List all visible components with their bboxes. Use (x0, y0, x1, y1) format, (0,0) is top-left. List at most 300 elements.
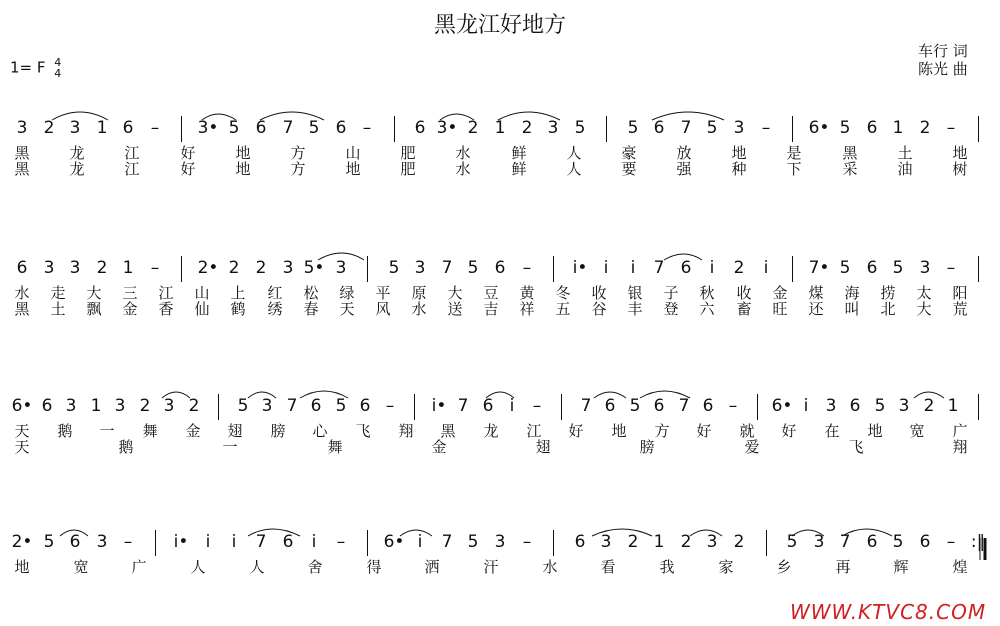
note: 5 (308, 118, 320, 138)
lyric-char: 肥 (400, 144, 416, 162)
note: 2 (923, 396, 935, 416)
lyric-char: 龙 (483, 422, 499, 440)
note: 3• (436, 118, 458, 138)
lyric-char: 江 (158, 284, 174, 302)
note: 1 (947, 396, 959, 416)
lyric-char: 爱 (744, 438, 760, 456)
note: – (522, 258, 532, 278)
lyric-char: 我 (659, 558, 675, 576)
barline (553, 530, 554, 556)
lyric-char: 还 (808, 300, 824, 318)
note: 2 (96, 258, 108, 278)
note: 3 (547, 118, 559, 138)
lyric-char: 水 (542, 558, 558, 576)
score-system (0, 242, 1000, 352)
note: 5 (874, 396, 886, 416)
lyric-char: 翔 (398, 422, 414, 440)
lyric-char: 油 (897, 160, 913, 178)
note: 2 (733, 258, 745, 278)
note: i (803, 396, 809, 416)
note: 7 (255, 532, 267, 552)
lyric-char: 太 (916, 284, 932, 302)
note: 5 (839, 258, 851, 278)
note: 3 (733, 118, 745, 138)
lyric-char: 江 (526, 422, 542, 440)
key-label: 1= F (10, 58, 46, 77)
note: – (761, 118, 771, 138)
time-sig-bottom: 4 (54, 67, 62, 80)
note: 3 (69, 258, 81, 278)
barline (792, 256, 793, 282)
note: – (946, 532, 956, 552)
note: 5 (467, 258, 479, 278)
note: 3 (825, 396, 837, 416)
lyric-char: 汗 (483, 558, 499, 576)
note: 3 (282, 258, 294, 278)
lyric-char: 捞 (880, 284, 896, 302)
note: 5 (892, 532, 904, 552)
note: 7 (653, 258, 665, 278)
barline (561, 394, 562, 420)
note: 7• (808, 258, 830, 278)
lyric-char: 是 (786, 144, 802, 162)
note: 3 (414, 258, 426, 278)
note: 7 (286, 396, 298, 416)
note: i (763, 258, 769, 278)
note: 2• (197, 258, 219, 278)
note: i• (431, 396, 447, 416)
note: i (417, 532, 423, 552)
barline (553, 256, 554, 282)
lyric-char: 地 (345, 160, 361, 178)
lyric-char: 丰 (627, 300, 643, 318)
lyric-char: 乡 (776, 558, 792, 576)
barline (606, 116, 607, 142)
note: 3 (919, 258, 931, 278)
note: 6 (574, 532, 586, 552)
note: 2 (139, 396, 151, 416)
barline (367, 256, 368, 282)
barline (978, 116, 979, 142)
lyric-char: 强 (676, 160, 692, 178)
note: – (946, 118, 956, 138)
lyric-char: 地 (611, 422, 627, 440)
lyric-char: 大 (916, 300, 932, 318)
note-row (0, 516, 1000, 556)
note: 6 (482, 396, 494, 416)
lyric-char: 山 (345, 144, 361, 162)
note: 7 (282, 118, 294, 138)
note: 3 (16, 118, 28, 138)
note: 7 (839, 532, 851, 552)
note: 1 (494, 118, 506, 138)
note: 6 (653, 118, 665, 138)
note: – (123, 532, 133, 552)
lyric-char: 家 (718, 558, 734, 576)
lyric-char: 在 (824, 422, 840, 440)
note: – (362, 118, 372, 138)
lyric-char: 地 (952, 144, 968, 162)
composer-credit: 陈光 曲 (918, 60, 968, 78)
lyric-char: 仙 (194, 300, 210, 318)
note: 5 (228, 118, 240, 138)
lyric-char: 松 (303, 284, 319, 302)
lyric-char: 翔 (952, 438, 968, 456)
note: 3 (706, 532, 718, 552)
lyric-char: 一 (222, 438, 238, 456)
lyric-char: 地 (235, 160, 251, 178)
note: 6 (680, 258, 692, 278)
lyric-char: 辉 (893, 558, 909, 576)
lyric-char: 上 (230, 284, 246, 302)
lyric-char: 登 (663, 300, 679, 318)
lyric-char: 金 (431, 438, 447, 456)
lyric-char: 银 (627, 284, 643, 302)
lyric-char: 下 (786, 160, 802, 178)
lyric-char: 广 (131, 558, 147, 576)
note: 6 (310, 396, 322, 416)
note: 6 (866, 532, 878, 552)
lyric-char: 走 (50, 284, 66, 302)
barline (978, 256, 979, 282)
lyric-char: 水 (455, 160, 471, 178)
lyric-char: 祥 (519, 300, 535, 318)
lyric-char: 黑 (14, 300, 30, 318)
note: 3 (494, 532, 506, 552)
lyric-char: 人 (566, 160, 582, 178)
lyric-char: 好 (180, 144, 196, 162)
barline (757, 394, 758, 420)
lyric-char: 金 (185, 422, 201, 440)
note: i (205, 532, 211, 552)
lyric-char: 原 (411, 284, 427, 302)
lyric-char: 金 (772, 284, 788, 302)
time-signature (54, 57, 61, 79)
note: 3 (114, 396, 126, 416)
lyric-char: 舍 (307, 558, 323, 576)
note: 6 (919, 532, 931, 552)
lyric-char: 得 (366, 558, 382, 576)
lyric-char: 舞 (142, 422, 158, 440)
lyric-char: 土 (50, 300, 66, 318)
lyric-char: 煌 (952, 558, 968, 576)
note: 6 (282, 532, 294, 552)
score-system (0, 102, 1000, 212)
score-system (0, 380, 1000, 490)
lyric-char: 子 (663, 284, 679, 302)
lyric-char: 地 (14, 558, 30, 576)
note: 5• (303, 258, 325, 278)
note: 5 (629, 396, 641, 416)
lyric-char: 飞 (355, 422, 371, 440)
note: 6 (414, 118, 426, 138)
note: – (728, 396, 738, 416)
lyric-char: 金 (122, 300, 138, 318)
lyric-char: 鹅 (57, 422, 73, 440)
lyric-char: 飘 (86, 300, 102, 318)
lyric-char: 春 (303, 300, 319, 318)
note: 2 (188, 396, 200, 416)
lyric-char: 好 (696, 422, 712, 440)
lyric-char: 好 (568, 422, 584, 440)
note: 2 (627, 532, 639, 552)
note: 3 (261, 396, 273, 416)
note: i (630, 258, 636, 278)
lyric-char: 就 (739, 422, 755, 440)
barline (367, 530, 368, 556)
note: 5 (335, 396, 347, 416)
note: 7 (680, 118, 692, 138)
note: 2 (467, 118, 479, 138)
lyric-char: 收 (736, 284, 752, 302)
lyric-char: 地 (235, 144, 251, 162)
barline (978, 394, 979, 420)
lyric-char: 大 (86, 284, 102, 302)
note: 2 (733, 532, 745, 552)
lyric-char: 方 (654, 422, 670, 440)
note-row (0, 242, 1000, 282)
lyric-char: 膀 (639, 438, 655, 456)
lyric-char: 绣 (267, 300, 283, 318)
note-row (0, 380, 1000, 420)
note: 2 (228, 258, 240, 278)
lyric-char: 鲜 (511, 160, 527, 178)
lyric-char: 黄 (519, 284, 535, 302)
lyric-line-2 (0, 298, 1000, 318)
note: 6• (11, 396, 33, 416)
note: 5 (706, 118, 718, 138)
lyric-char: 天 (339, 300, 355, 318)
lyric-char: 畜 (736, 300, 752, 318)
note: 3 (65, 396, 77, 416)
lyric-char: 鹤 (230, 300, 246, 318)
barline (766, 530, 767, 556)
note: i (311, 532, 317, 552)
note: 3 (600, 532, 612, 552)
lyric-char: 翅 (535, 438, 551, 456)
lyric-char: 翅 (227, 422, 243, 440)
lyric-char: 黑 (842, 144, 858, 162)
lyric-char: 江 (124, 144, 140, 162)
note: i• (572, 258, 588, 278)
watermark: WWW.KTVC8.COM (790, 600, 987, 624)
note: 2 (255, 258, 267, 278)
lyric-char: 土 (897, 144, 913, 162)
note: 7 (457, 396, 469, 416)
note: 6 (359, 396, 371, 416)
credits (918, 42, 968, 78)
note: 1 (653, 532, 665, 552)
lyric-char: 豆 (483, 284, 499, 302)
note: 5 (574, 118, 586, 138)
note: – (946, 258, 956, 278)
lyric-char: 鲜 (511, 144, 527, 162)
lyric-char: 方 (290, 160, 306, 178)
lyric-char: 地 (867, 422, 883, 440)
note: – (522, 532, 532, 552)
note: 5 (892, 258, 904, 278)
barline (394, 116, 395, 142)
note: – (336, 532, 346, 552)
lyric-char: 天 (14, 422, 30, 440)
barline (155, 530, 156, 556)
note: 1 (96, 118, 108, 138)
note: 5 (839, 118, 851, 138)
lyric-char: 江 (124, 160, 140, 178)
lyric-char: 水 (455, 144, 471, 162)
lyric-char: 一 (99, 422, 115, 440)
lyric-char: 六 (699, 300, 715, 318)
lyric-line-2 (0, 158, 1000, 178)
note: 3 (96, 532, 108, 552)
lyric-char: 绿 (339, 284, 355, 302)
lyric-char: 人 (190, 558, 206, 576)
note: 2• (11, 532, 33, 552)
lyric-char: 地 (731, 144, 747, 162)
lyric-char: 荒 (952, 300, 968, 318)
lyric-char: 再 (835, 558, 851, 576)
lyric-char: 谷 (591, 300, 607, 318)
note: i (231, 532, 237, 552)
note: 6• (383, 532, 405, 552)
note: :‖ (970, 532, 986, 552)
note: 3 (43, 258, 55, 278)
lyric-char: 人 (249, 558, 265, 576)
note: 6 (69, 532, 81, 552)
key-signature (10, 57, 61, 79)
lyric-char: 煤 (808, 284, 824, 302)
lyric-char: 龙 (69, 144, 85, 162)
note: 2 (919, 118, 931, 138)
note: 3 (813, 532, 825, 552)
lyric-char: 人 (566, 144, 582, 162)
lyric-char: 天 (14, 438, 30, 456)
note: – (150, 258, 160, 278)
lyric-char: 平 (375, 284, 391, 302)
note: 3• (197, 118, 219, 138)
lyric-char: 树 (952, 160, 968, 178)
lyric-char: 膀 (270, 422, 286, 440)
lyric-char: 黑 (14, 144, 30, 162)
note: 7 (441, 532, 453, 552)
lyric-char: 看 (600, 558, 616, 576)
lyric-char: 收 (591, 284, 607, 302)
note: 3 (898, 396, 910, 416)
lyric-char: 秋 (699, 284, 715, 302)
lyric-char: 风 (375, 300, 391, 318)
lyric-line-2 (0, 436, 1000, 456)
lyric-char: 黑 (14, 160, 30, 178)
note: i• (173, 532, 189, 552)
note: i (603, 258, 609, 278)
lyric-char: 旺 (772, 300, 788, 318)
note: i (509, 396, 515, 416)
note: 5 (467, 532, 479, 552)
time-sig-top: 4 (54, 56, 62, 69)
lyric-char: 心 (312, 422, 328, 440)
note: 6 (494, 258, 506, 278)
note: – (385, 396, 395, 416)
lyric-char: 肥 (400, 160, 416, 178)
lyric-char: 种 (731, 160, 747, 178)
note: 3 (335, 258, 347, 278)
note: 7 (580, 396, 592, 416)
lyric-char: 送 (447, 300, 463, 318)
barline (181, 116, 182, 142)
lyricist-credit: 车行 词 (918, 42, 968, 60)
note: 6 (41, 396, 53, 416)
lyric-char: 豪 (621, 144, 637, 162)
note: 6 (604, 396, 616, 416)
note: 3 (163, 396, 175, 416)
lyric-char: 宽 (73, 558, 89, 576)
lyric-char: 鹅 (118, 438, 134, 456)
lyric-char: 大 (447, 284, 463, 302)
lyric-char: 香 (158, 300, 174, 318)
lyric-char: 方 (290, 144, 306, 162)
note: 5 (627, 118, 639, 138)
barline (218, 394, 219, 420)
lyric-char: 舞 (327, 438, 343, 456)
note: 2 (680, 532, 692, 552)
note: 7 (678, 396, 690, 416)
lyric-char: 冬 (555, 284, 571, 302)
lyric-char: 吉 (483, 300, 499, 318)
lyric-char: 北 (880, 300, 896, 318)
note-row (0, 102, 1000, 142)
note: 5 (786, 532, 798, 552)
lyric-char: 山 (194, 284, 210, 302)
note: 6• (808, 118, 830, 138)
note: 6 (122, 118, 134, 138)
note: 6 (866, 258, 878, 278)
lyric-char: 黑 (440, 422, 456, 440)
note: 5 (237, 396, 249, 416)
note: 6 (866, 118, 878, 138)
lyric-char: 叫 (844, 300, 860, 318)
lyric-char: 五 (555, 300, 571, 318)
lyric-char: 三 (122, 284, 138, 302)
note: 1 (90, 396, 102, 416)
lyric-char: 海 (844, 284, 860, 302)
note: 6 (16, 258, 28, 278)
song-title: 黑龙江好地方 (433, 13, 566, 38)
note: 5 (388, 258, 400, 278)
note: – (150, 118, 160, 138)
lyric-char: 要 (621, 160, 637, 178)
note: 6 (702, 396, 714, 416)
note: 6 (653, 396, 665, 416)
lyric-char: 宽 (909, 422, 925, 440)
lyric-line-1 (0, 556, 1000, 576)
note: 6• (771, 396, 793, 416)
note: 1 (122, 258, 134, 278)
lyric-char: 龙 (69, 160, 85, 178)
barline (181, 256, 182, 282)
lyric-char: 好 (180, 160, 196, 178)
lyric-char: 采 (842, 160, 858, 178)
lyric-char: 洒 (424, 558, 440, 576)
note: 1 (892, 118, 904, 138)
note: 6 (255, 118, 267, 138)
note: i (709, 258, 715, 278)
note: 7 (441, 258, 453, 278)
note: 5 (43, 532, 55, 552)
barline (414, 394, 415, 420)
note: – (532, 396, 542, 416)
lyric-char: 红 (267, 284, 283, 302)
lyric-char: 飞 (848, 438, 864, 456)
